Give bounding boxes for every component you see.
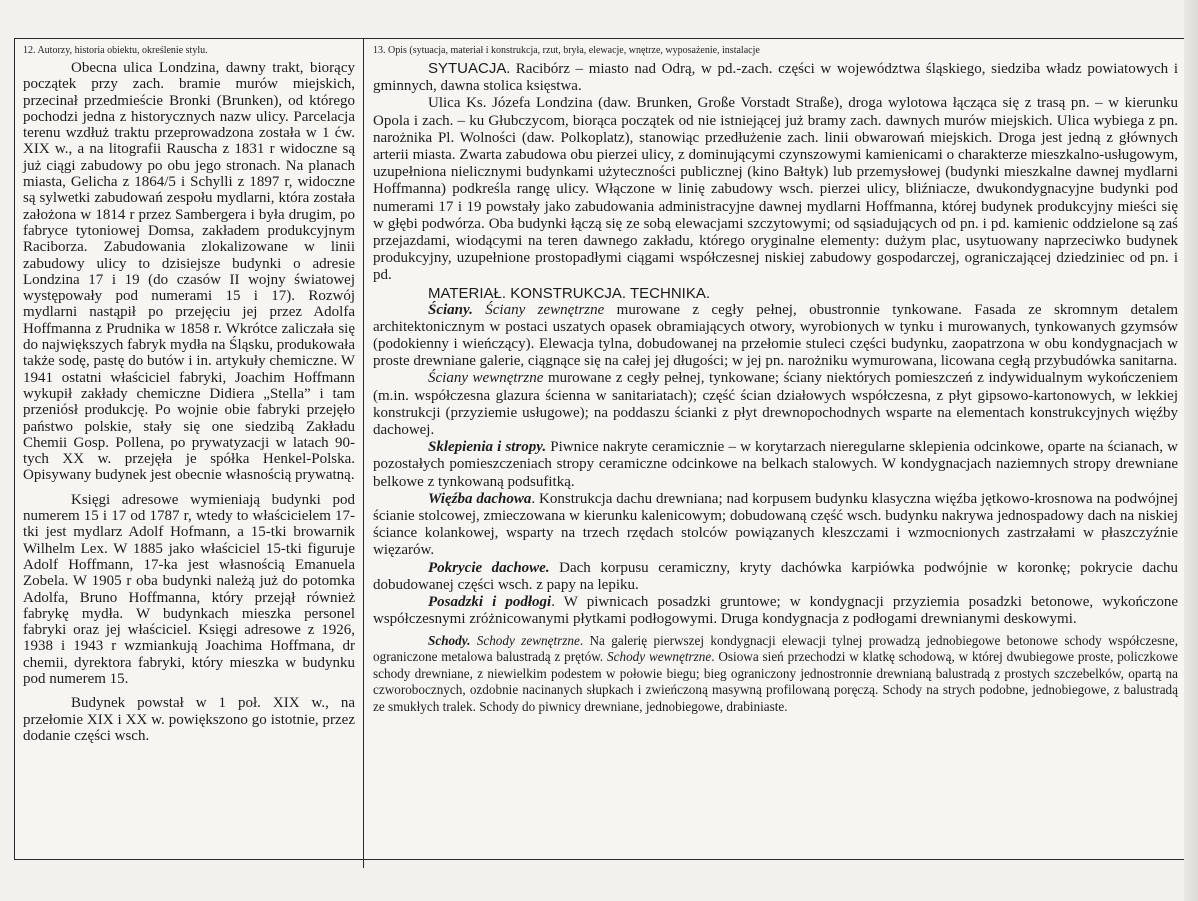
history-paragraph: Księgi adresowe wymieniają budynki pod numerem 15 i 17 od 1787 r, wtedy to właścicielem 17-tki jest mydlarz Adolf Hofmann, a 15-tki browarnik Wilhelm Lex. W 1885 jako właściciel 15-tki figuruje Adolf Hoffmann, 17-ka jest własnością Emanuela Zobela. W 1905 r oba budynki należą już do potomka Adolfa, Bruno Hoffmanna, który przejął również fabrykę mydła. W budynkach mieszka personel fabryki oraz jej właściciel. Księgi adresowe z 1926, 1938 i 1943 r wzmiankują Joachima Hoffmana, dr chemii, dyrektora fabryki, który mieszka w budynku pod numerem 15. xyxy=(23,491,355,687)
situation-paragraph: SYTUACJA. Racibórz – miasto nad Odrą, w pd.-zach. części w województwa śląskiego, siedziba władz powiatowych i gminnych, dawna stolica księstwa. xyxy=(373,60,1178,95)
floor-paragraph: Posadzki i podłogi. W piwnicach posadzki gruntowe; w kondygnacji przyziemia posadzki betonowe, wykończone współczesnymi zróżnicowanymi płytkami podłogowymi. Druga kondygnacja z podłogami drewnianymi deskowymi. xyxy=(373,594,1178,628)
history-paragraph: Budynek powstał w 1 poł. XIX w., na przełomie XIX i XX w. powiększono go istotnie, przez dodanie części wsch. xyxy=(23,695,355,744)
vaults-paragraph: Sklepienia i stropy. Piwnice nakryte ceramicznie – w korytarzach nieregularne sklepienia odcinkowe, oparte na ścianach, w pozostałych pomieszczeniach stropy ceramiczne odcinkowe na belkach stalowych. W kondygnacjach naziemnych stropy drewniane belkowe z tynkowaną podsufitką. xyxy=(373,439,1178,490)
description-column xyxy=(373,45,1178,715)
roof-paragraph: Więźba dachowa. Konstrukcja dachu drewniana; nad korpusem budynku klasyczna więźba jętkowo-krosnowa na podwójnej ścianie stolcowej, zmieczowana w kierunku kalenicowym; dobudowaną część wsch. budynku nakrywa jednospadowy dach na niskiej ściance kolankowej, wsparty na trzech rzędach stolców powiązanych kleszczami i wzmocnionych zastrzałami w płaszczyźnie więzarów. xyxy=(373,490,1178,559)
walls-ext-paragraph: Ściany. Ściany zewnętrzne murowane z cegły pełnej, obustronnie tynkowane. Fasada ze skromnym detalem architektonicznym w postaci uszatych opasek obramiających otwory, wyrobionych w tynku i murowanych, tynkowanych gzymsów (podokienny i wieńczący). Elewacja tylna, dobudowanej na przełomie stuleci części budynku, zaopatrzona w obu kondygnacjach w proste drewniane galerie, ciągnące się na całej jej długości; w jej pn. narożniku wymurowana, licowana cegłą przybudówka sanitarna. xyxy=(373,301,1179,370)
stairs-paragraph: Schody. Schody zewnętrzne. Na galerię pierwszej kondygnacji elewacji tylnej prowadzą jednobiegowe betonowe schody współczesne, ograniczone metalowa balustradą z prętów. Schody wewnętrzne. Osiowa sień przechodzi w klatkę schodową, w której dwubiegowe proste, policzkowe schody drewniane, z niewielkim podestem w połowie biegu; bieg ograniczony jednostronnie drewnianą balustradą z prostych szczebelków, opartą na czworobocznych, ozdobnie nacinanych słupkach i zwieńczoną masywną profilowaną poręczą. Schody na strych podobne, jednobiegowe, z balustradą ze smukłych tralek. Schody do piwnicy drewniane, jednobiegowe, drabiniaste. xyxy=(373,632,1179,714)
page-fold-shadow xyxy=(1184,0,1198,901)
material-heading: MATERIAŁ. KONSTRUKCJA. TECHNIKA. xyxy=(428,284,710,302)
description-heading: 13. Opis (sytuacja, materiał i konstrukcja, rzut, bryła, elewacje, wnętrze, wyposażenie, instalacje xyxy=(373,45,760,56)
description-text xyxy=(373,60,1178,715)
document-sheet xyxy=(14,38,1190,860)
history-heading: 12. Autorzy, historia obiektu, określenie stylu. xyxy=(23,45,208,56)
cover-paragraph: Pokrycie dachowe. Dach korpusu ceramiczny, kryty dachówka karpiówka podwójnie w koronkę; pokrycie dachu dobudowanej części wsch. z papy na lepiku. xyxy=(373,559,1178,593)
history-text xyxy=(23,60,355,744)
situation-heading: SYTUACJA xyxy=(428,60,507,77)
street-paragraph: Ulica Ks. Józefa Londzina (daw. Brunken, Große Vorstadt Straße), droga wylotowa łącząca się z trasą pn. – w kierunku Opola i zach. – ku Głubczycom, biorąca początek od nie istniejącej już bramy zach. dawnych murów miejskich. Ulica wybiega z pn. narożnika Pl. Wolności (daw. Polkoplatz), stanowiąc przedłużenie zach. linii obwarowań miejskich. Droga jest jedną z głównych arterii miasta. Zwarta zabudowa obu pierzei ulicy, z dominującymi czynszowymi kamienicami o charakterze mieszkalno-usługowym, uzupełniona nielicznymi budynkami użyteczności publicznej (kino Bałtyk) lub przemysłowej (budynki mieszkalne dawnej mydlarni Hoffmanna) podkreśla rangę ulicy. Włączone w linię zabudowy wsch. pierzei ulicy, bliźniacze, dwukondygnacyjne budynki pod numerami 17 i 19 powstały jako zabudowania administracyjne dawnej mydlarni Hoffmanna, której budynek produkcyjny mieści się w głębi podwórza. Oba budynki łączą się ze sobą elewacjami szczytowymi; od sąsiadujących od pn. i pd. kamienic oddzielone są zaś przejazdami, wiodącymi na teren dawnego zakładu, którego oryginalne elementy: dużym plac, usytuowany naprzeciwko budynek produkcyjny, uzupełnione prostopadłymi ciągami współczesnej niskiej zabudowy gospodarczej, ograniczającej dziedziniec od pn. i pd. xyxy=(373,95,1178,284)
walls-int-paragraph: Ściany wewnętrzne murowane z cegły pełnej, tynkowane; ściany niektórych pomieszczeń z indywidualnym wykończeniem (m.in. współczesna glazura ścienna w sanitariatach); część ścian działowych współczesna, z płyt gipsowo-kartonowych, w lekkiej konstrukcji (przyziemie usługowe); na poddaszu ścianki z płyt drewnopochodnych wsparte na elementach konstrukcyjnych więźby dachowej. xyxy=(373,370,1178,439)
column-divider xyxy=(363,38,364,868)
history-paragraph: Obecna ulica Londzina, dawny trakt, biorący początek przy zach. bramie murów miejskich, przecinał przedmieście Bronki (Brunken), od którego pochodzi jedna z historycznych nazw ulicy. Parcelacja terenu wzdłuż traktu przeprowadzona została w 1 ćw. XIX w., a na litografii Rauscha z 1831 r widoczne są już ciągi zabudowy po obu jego stronach. Na planach miasta, Gelicha z 1864/5 i Schylli z 1897 r, widoczne są sylwetki zabudowań zespołu mydlarni, która została założona w 1814 r przez Sambergera i była drugim, po fabryce tytoniowej Domsa, zakładem produkcyjnym Raciborza. Zabudowania zlokalizowane w linii zabudowy ulicy to dzisiejsze budynki o adresie Londzina 17 i 19 (do czasów II wojny światowej występowały pod numerami 15 i 17). Rozwój mydlarni nastąpił po przejęciu jej przez Adolfa Hoffmanna z Prudnika w 1858 r. Wkrótce zaliczała się do największych fabryk mydła na Śląsku, produkowała także sodę, pastę do butów i in. artykuły chemiczne. W 1941 ostatni właściciel fabryki, Joachim Hoffmann wykupił zakłady chemiczne Didiera „Stella” i tam przeniósł produkcję. Po wojnie obie fabryki przejęło państwo polskie, stały się one siedzibą Zakładu Chemii Gosp. Pollena, po prywatyzacji w latach 90-tych XX w. przejęła je spółka Henkel-Polska. Opisywany budynek jest obecnie własnością prywatną. xyxy=(23,60,355,484)
history-column xyxy=(23,45,355,744)
